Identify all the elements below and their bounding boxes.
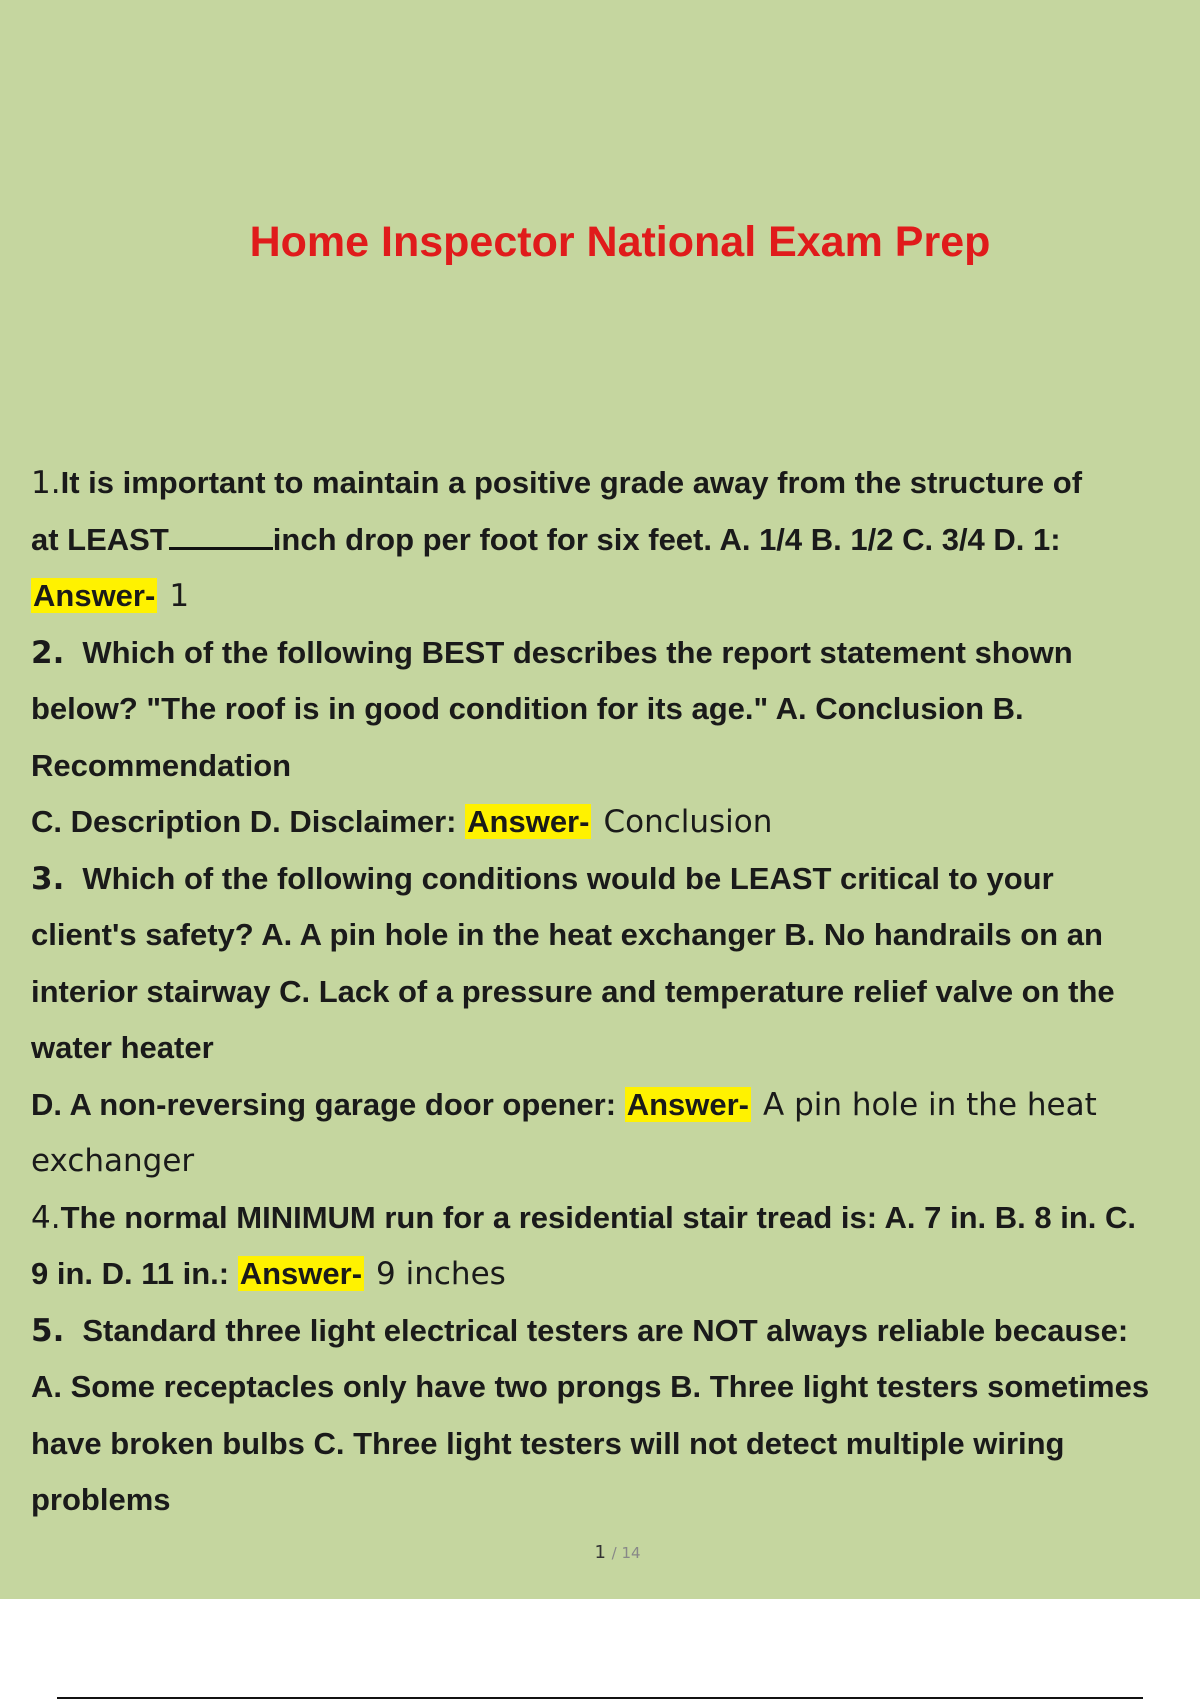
question-2-line-2: below? "The roof is in good condition for its age." A. Conclusion B. [31,691,1024,726]
page-total: / 14 [611,1544,641,1562]
question-1-answer-line [31,568,1191,625]
question-2-number: 2. [31,634,65,671]
question-1-line-2: at LEAST inch drop per foot for six feet. A. 1/4 B. 1/2 C. 3/4 D. 1: [31,521,1061,557]
question-5-line-4: problems [31,1482,171,1517]
question-5-line-1: 5. Standard three light electrical testers are NOT always reliable because: [31,1312,1129,1349]
answer-label: Answer- [239,1256,363,1291]
answer-label: Answer- [33,578,156,613]
question-3-number: 3. [31,860,65,897]
question-3-answer-line: D. A non-reversing garage door opener: Answer- A pin hole in the heat [31,1086,1097,1123]
question-3-answer: A pin hole in the heat [763,1086,1097,1123]
question-5-line-2: A. Some receptacles only have two prongs B. Three light testers sometimes [31,1369,1150,1404]
question-2-line-1: 2. Which of the following BEST describes the report statement shown [31,634,1073,671]
question-1-number: 1. [31,465,61,501]
question-4-number: 4. [31,1199,61,1236]
question-2-answer: Conclusion [603,804,773,840]
answer-label: Answer- [467,804,590,839]
question-1-line-1: 1.It is important to maintain a positive grade away from the structure of [31,465,1083,501]
question-1-answer: 1 [169,578,190,614]
question-list [31,455,1191,1529]
fill-in-blank [169,525,273,550]
divider [57,1697,1143,1699]
question-3-answer-continued: exchanger [31,1143,195,1179]
question-5-number: 5. [31,1312,65,1349]
question-3-line-2: client's safety? A. A pin hole in the heat exchanger B. No handrails on an [31,917,1103,952]
question-3-line-1: 3. Which of the following conditions would be LEAST critical to your [31,860,1054,897]
question-4-answer: 9 inches [376,1256,506,1292]
question-3-line-4: water heater [31,1030,214,1065]
question-3-line-3: interior stairway C. Lack of a pressure and temperature relief valve on the [31,973,1115,1009]
question-4-answer-line: 9 in. D. 11 in.: Answer- 9 inches [31,1256,506,1292]
question-2-line-3: Recommendation [31,747,292,783]
question-2-answer-line: C. Description D. Disclaimer: Answer- Conclusion [31,804,773,840]
page-current: 1 [594,1542,606,1563]
document-title: Home Inspector National Exam Prep [249,218,991,266]
question-4-line-1: 4.The normal MINIMUM run for a residential stair tread is: A. 7 in. B. 8 in. C. [31,1199,1136,1236]
question-5-line-3: have broken bulbs C. Three light testers will not detect multiple wiring [31,1425,1065,1461]
answer-label: Answer- [626,1086,750,1122]
page-indicator [0,1542,1200,1563]
